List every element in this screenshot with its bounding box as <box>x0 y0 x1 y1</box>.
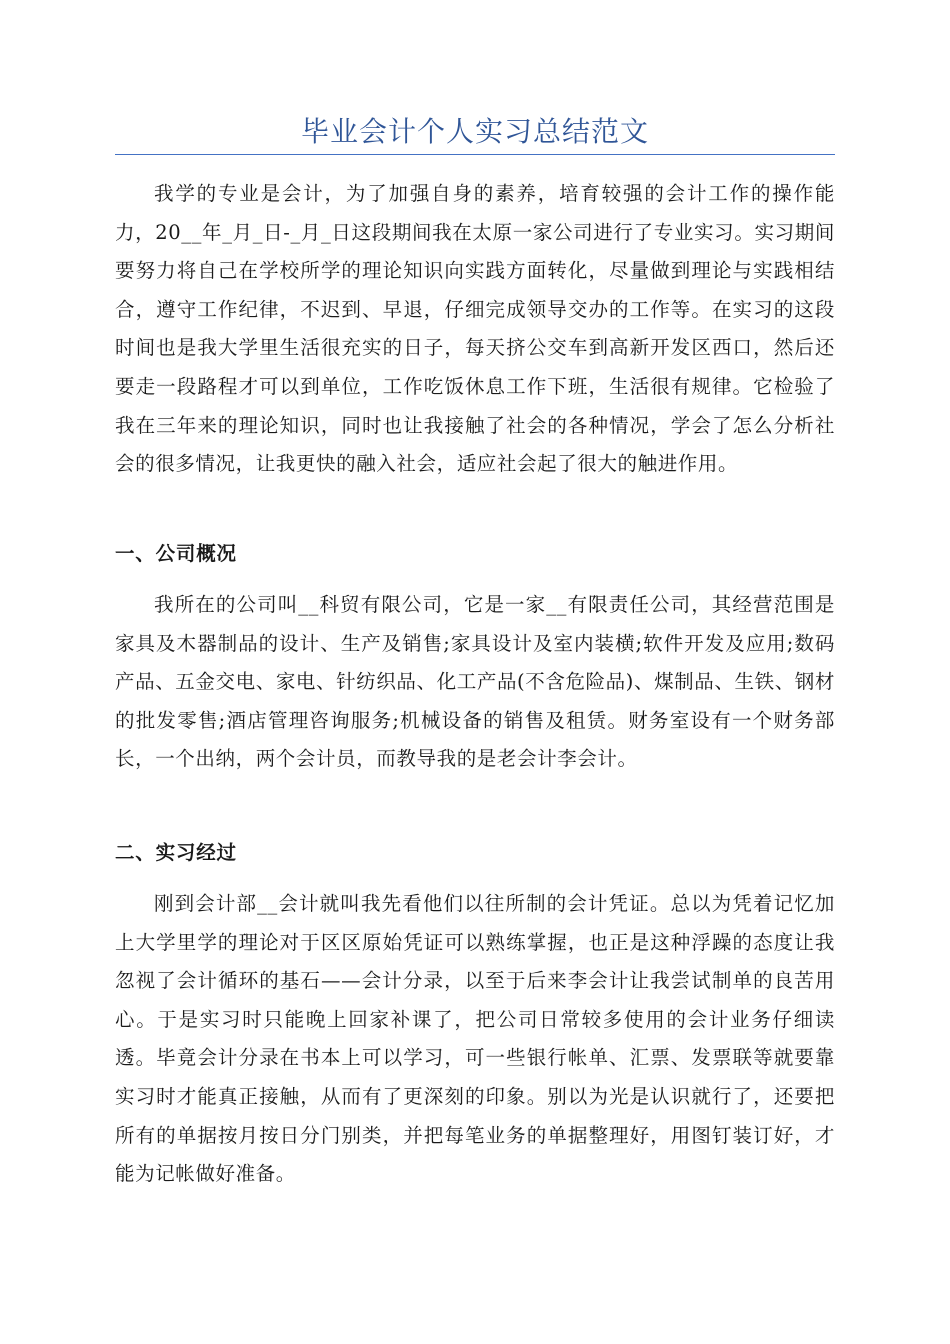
title-underline <box>115 154 835 155</box>
internship-process-paragraph: 刚到会计部__会计就叫我先看他们以往所制的会计凭证。总以为凭着记忆加上大学里学的理论对于区区原始凭证可以熟练掌握，也正是这种浮躁的态度让我忽视了会计循环的基石——会计分录，以至于后来李会计让我尝试制单的良苦用心。于是实习时只能晚上回家补课了，把公司日常较多使用的会计业务仔细读透。毕竟会计分录在书本上可以学习，可一些银行帐单、汇票、发票联等就要靠实习时才能真正接触，从而有了更深刻的印象。别以为光是认识就行了，还要把所有的单据按月按日分门别类，并把每笔业务的单据整理好，用图钉装订好，才能为记帐做好准备。 <box>115 892 835 1186</box>
section-heading-internship-process: 二、实习经过 <box>115 841 237 864</box>
section-heading-company-overview: 一、公司概况 <box>115 542 237 565</box>
company-overview-paragraph: 我所在的公司叫__科贸有限公司，它是一家__有限责任公司，其经营范围是家具及木器制品的设计、生产及销售;家具设计及室内装横;软件开发及应用;数码产品、五金交电、家电、针纺织品、化工产品(不含危险品)、煤制品、生铁、钢材的批发零售;酒店管理咨询服务;机械设备的销售及租赁。财务室设有一个财务部长，一个出纳，两个会计员，而教导我的是老会计李会计。 <box>115 593 835 771</box>
intro-paragraph: 我学的专业是会计，为了加强自身的素养，培育较强的会计工作的操作能力，20__年_月_日-_月_日这段期间我在太原一家公司进行了专业实习。实习期间要努力将自己在学校所学的理论知识向实践方面转化，尽量做到理论与实践相结合，遵守工作纪律，不迟到、早退，仔细完成领导交办的工作等。在实习的这段时间也是我大学里生活很充实的日子，每天挤公交车到高新开发区西口，然后还要走一段路程才可以到单位，工作吃饭休息工作下班，生活很有规律。它检验了我在三年来的理论知识，同时也让我接触了社会的各种情况，学会了怎么分析社会的很多情况，让我更快的融入社会，适应社会起了很大的触进作用。 <box>115 182 835 476</box>
document-title: 毕业会计个人实习总结范文 <box>300 115 649 148</box>
